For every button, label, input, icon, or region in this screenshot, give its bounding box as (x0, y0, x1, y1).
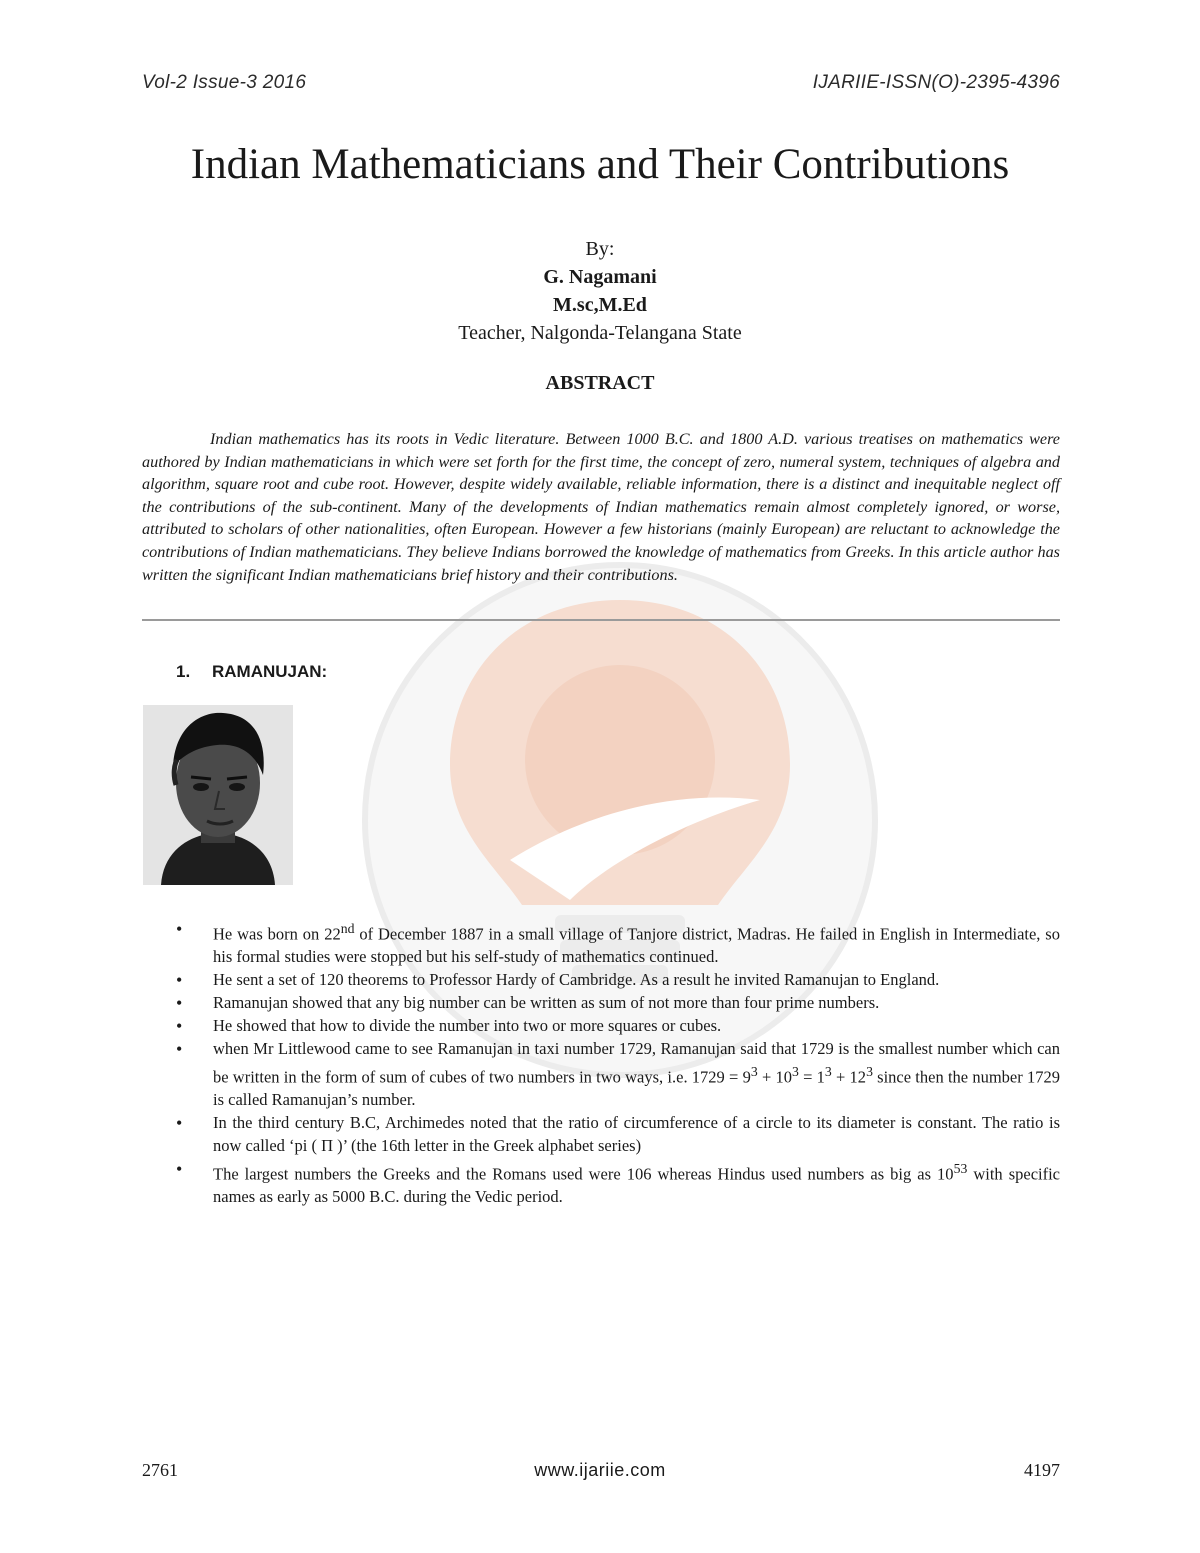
running-header-issn: IJARIIE-ISSN(O)-2395-4396 (812, 72, 1060, 93)
list-item: • In the third century B.C, Archimedes noted that the ratio of circumference of a circle to its diameter is constant. The ratio is now called ‘pi ( Π )’ (the 16th letter in the Greek alphabet series) (176, 1112, 1060, 1157)
section-heading (176, 662, 327, 682)
footer-page-left: 2761 (142, 1460, 178, 1480)
author-degree: M.sc,M.Ed (553, 294, 647, 316)
section-divider (142, 619, 1060, 621)
author-name: G. Nagamani (543, 266, 657, 288)
paper-title: Indian Mathematicians and Their Contributions (190, 141, 1010, 188)
footer-website-link[interactable]: www.ijariie.com (534, 1460, 666, 1480)
ramanujan-facts-list (176, 918, 1060, 1209)
byline-by: By: (585, 238, 615, 260)
section-title: RAMANUJAN: (212, 662, 328, 681)
list-item: • The largest numbers the Greeks and the Romans used were 106 whereas Hindus used numbers as big as $10^{53}$ with specific names as early as 5000 B.C. during the Vedic period. (176, 1158, 1060, 1209)
section-number: 1. (176, 662, 191, 681)
author-affiliation: Teacher, Nalgonda-Telangana State (458, 322, 742, 344)
list-item: • Ramanujan showed that any big number can be written as sum of not more than four prime numbers. (176, 992, 1060, 1015)
list-item: • He sent a set of 120 theorems to Professor Hardy of Cambridge. As a result he invited Ramanujan to England. (176, 969, 1060, 992)
ramanujan-portrait-photo (143, 705, 293, 885)
running-header-volume: Vol-2 Issue-3 2016 (142, 72, 307, 93)
abstract-text: Indian mathematics has its roots in Vedic literature. Between 1000 B.C. and 1800 A.D. various treatises on mathematics were authored by Indian mathematicians in which were set forth for the first time, the concept of zero, numeral system, techniques of algebra and algorithm, square root and cube root. However, despite widely available, reliable information, there is a distinct and inequitable neglect off the contributions of the sub-continent. Many of the developments of Indian mathematics remain almost completely ignored, or worse, attributed to scholars of other nationalities, often European. However a few historians (mainly European) are reluctant to acknowledge the contributions of Indian mathematicians. They believe Indians borrowed the knowledge of mathematics from Greeks. In this article author has written the significant Indian mathematicians brief history and their contributions. (142, 430, 1060, 584)
list-item: • He was born on 22nd of December 1887 in a small village of Tanjore district, Madras. He failed in English in Intermediate, so his formal studies were stopped but his self-study of mathematics continued. (176, 918, 1060, 969)
abstract-heading: ABSTRACT (545, 372, 655, 394)
list-item: • when Mr Littlewood came to see Ramanujan in taxi number 1729, Ramanujan said that 1729 is the smallest number which can be written in the form of sum of cubes of two numbers in two ways, i.e. $1729 = 9^3 + 10^3 = 1^3 + 12^3$ since then the number 1729 is called Ramanujan’s number. (176, 1038, 1060, 1111)
list-item: • He showed that how to divide the number into two or more squares or cubes. (176, 1015, 1060, 1038)
footer-page-right: 4197 (1024, 1460, 1060, 1480)
